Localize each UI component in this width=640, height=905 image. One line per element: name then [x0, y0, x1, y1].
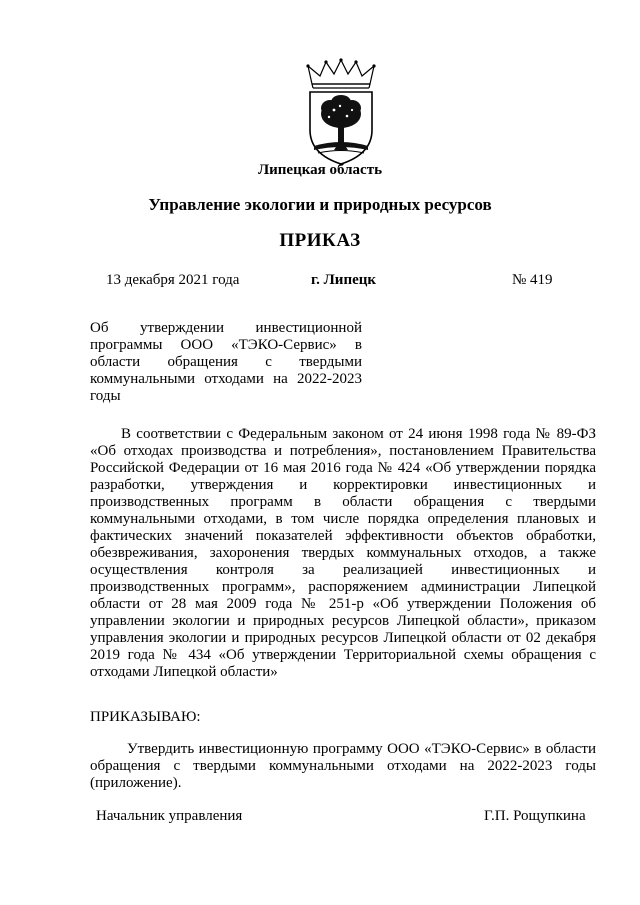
- document-date: 13 декабря 2021 года: [106, 272, 240, 288]
- order-word: ПРИКАЗЫВАЮ:: [90, 709, 201, 725]
- agency-title: Управление экологии и природных ресурсов: [148, 195, 492, 214]
- signatory-title: Начальник управления: [96, 808, 243, 824]
- document-type: ПРИКАЗ: [279, 230, 361, 251]
- body-paragraph-1: В соответствии с Федеральным законом от 24 июня 1998 года № 89-ФЗ «Об отходах производства и потребления», постановлением Правительства Российской Федерации от 16 мая 2016 года № 424 «Об утверждении порядка разработки, утверждения и корректировки инвестиционных и производственных программ в области обращения с твердыми коммунальными отходами, в том числе порядка определения плановых и фактических значений показателей эффективности объектов обработки, обезвреживания, захоронения твердых коммунальных отходов, а также осуществления контроля за реализацией инвестиционных и производственных программ», распоряжением администрации Липецкой области от 28 мая 2009 года № 251-р «Об утверждении Положения об управлении экологии и природных ресурсов Липецкой области», приказом управления экологии и природных ресурсов Липецкой области от 02 декабря 2019 года № 434 «Об утверждении Территориальной схемы обращения с отходами Липецкой области»: [90, 426, 596, 680]
- lipetsk-coat-of-arms-icon: [300, 58, 382, 168]
- signatory-name: Г.П. Рощупкина: [484, 808, 586, 824]
- document-city: г. Липецк: [311, 272, 377, 288]
- document-subject: Об утверждении инвестиционной программы ООО «ТЭКО-Сервис» в области обращения с твердыми коммунальными отходами на 2022-2023 годы: [90, 320, 362, 404]
- body-paragraph-2: Утвердить инвестиционную программу ООО «ТЭКО-Сервис» в области обращения с твердыми коммунальными отходами на 2022-2023 годы (приложение).: [90, 741, 596, 791]
- region-title: Липецкая область: [257, 162, 383, 178]
- document-number: № 419: [512, 272, 553, 288]
